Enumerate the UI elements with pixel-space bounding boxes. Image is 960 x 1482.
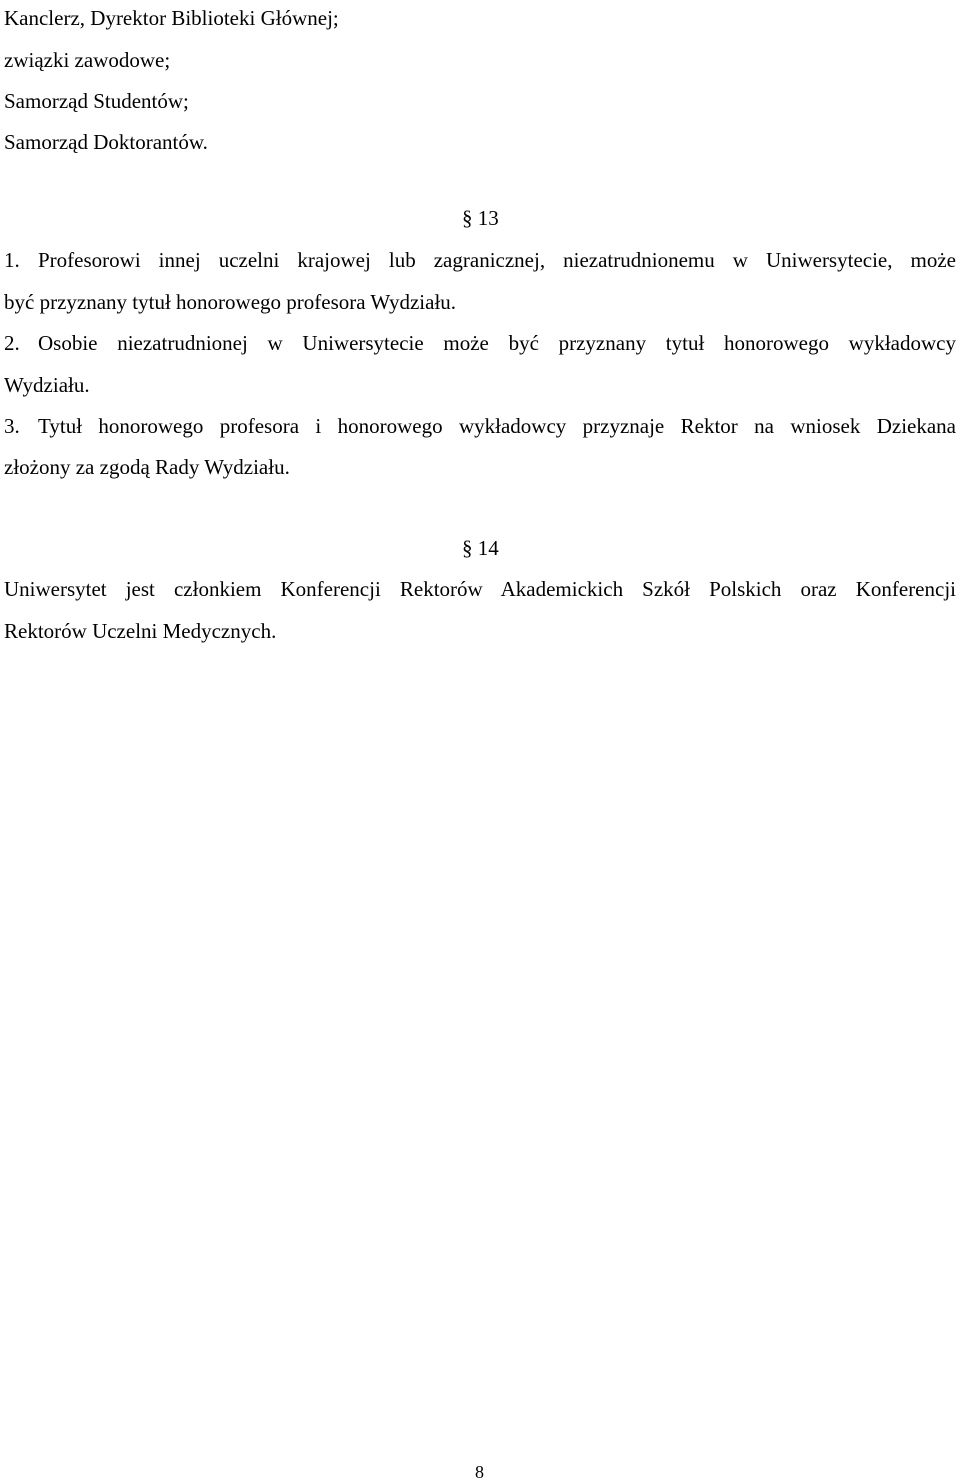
paragraph-1-text: Profesorowi innej uczelni krajowej lub zagranicznej, niezatrudnionemu w Uniwersytecie, może: [38, 248, 956, 272]
list-item: związki zawodowe;: [4, 48, 171, 72]
paragraph-3-text: Tytuł honorowego profesora i honorowego wykładowcy przyznaje Rektor na wniosek Dziekana: [38, 414, 956, 438]
section-14-line-1: Uniwersytet jest członkiem Konferencji Rektorów Akademickich Szkół Polskich oraz Konferencji: [4, 577, 956, 601]
paragraph-2-number: 2.: [4, 331, 20, 355]
list-item: Samorząd Doktorantów.: [4, 130, 208, 154]
page-number: 8: [475, 1462, 484, 1482]
paragraph-3-line-1: [4, 414, 956, 438]
paragraph-3-line-2: złożony za zgodą Rady Wydziału.: [4, 455, 290, 479]
section-13-heading: § 13: [462, 206, 499, 230]
section-14-heading: § 14: [462, 536, 499, 560]
paragraph-2-line-1: [4, 331, 956, 355]
paragraph-2-text: Osobie niezatrudnionej w Uniwersytecie może być przyznany tytuł honorowego wykładowcy: [38, 331, 956, 355]
paragraph-1-number: 1.: [4, 248, 20, 272]
paragraph-3-number: 3.: [4, 414, 20, 438]
paragraph-1-line-2: być przyznany tytuł honorowego profesora Wydziału.: [4, 290, 457, 314]
list-item: Kanclerz, Dyrektor Biblioteki Głównej;: [4, 6, 339, 30]
paragraph-1-line-1: [4, 248, 956, 272]
list-item: Samorząd Studentów;: [4, 89, 189, 113]
paragraph-2-line-2: Wydziału.: [4, 373, 90, 397]
section-14-line-2: Rektorów Uczelni Medycznych.: [4, 619, 277, 643]
